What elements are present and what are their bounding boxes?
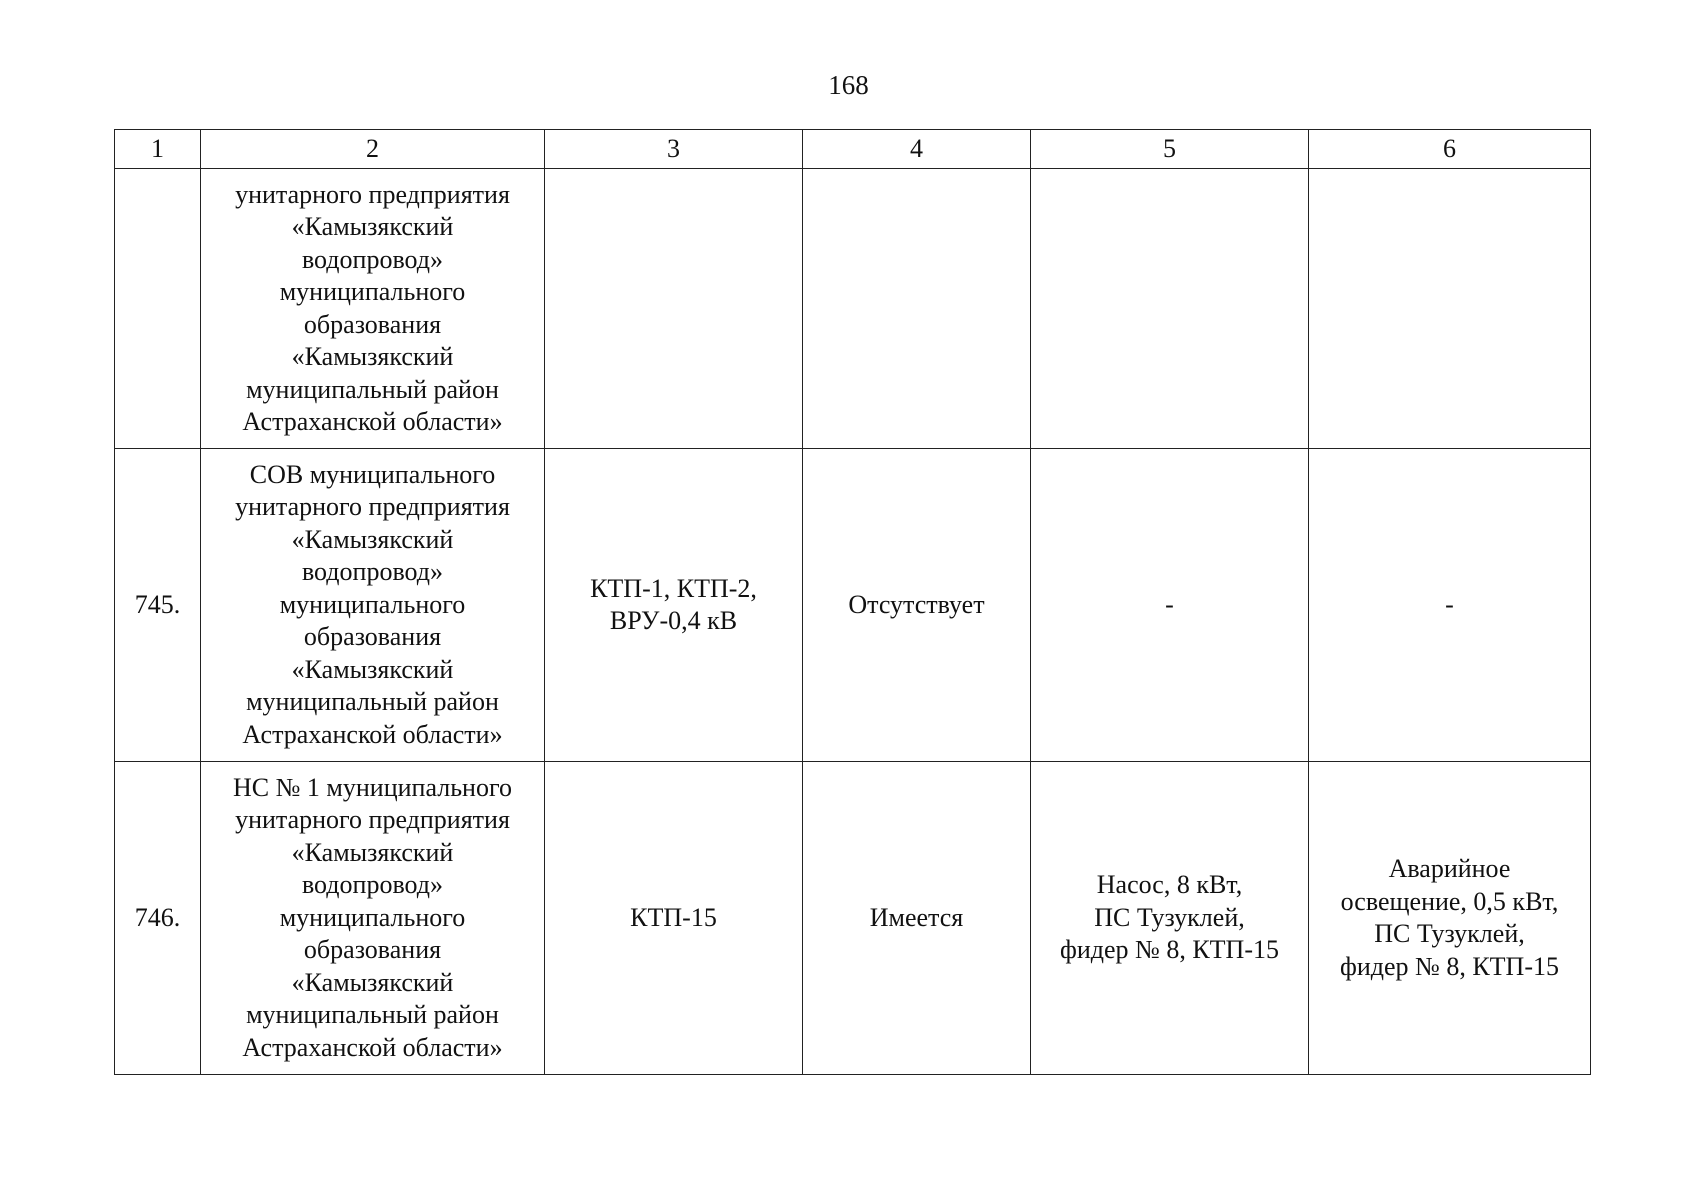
table-row [115, 762, 1591, 1075]
power-source-cell [545, 169, 803, 449]
row-number-cell [115, 169, 201, 449]
facility-name-cell: СОВ муниципального унитарного предприятия «Камызякский водопровод» муниципального образования «Камызякский муниципальный район Астраханской области» [201, 449, 545, 762]
data-table [114, 129, 1591, 1075]
column-header-1: 1 [115, 130, 201, 169]
emergency-load-cell: - [1309, 449, 1591, 762]
power-source-cell: КТП-15 [545, 762, 803, 1075]
emergency-load-cell [1309, 169, 1591, 449]
load-cell [1031, 169, 1309, 449]
facility-name-cell: унитарного предприятия «Камызякский водопровод» муниципального образования «Камызякский муниципальный район Астраханской области» [201, 169, 545, 449]
page-number: 168 [828, 70, 869, 100]
table-header-row [115, 130, 1591, 169]
load-cell: Насос, 8 кВт, ПС Тузуклей, фидер № 8, КТП-15 [1031, 762, 1309, 1075]
column-header-3: 3 [545, 130, 803, 169]
row-number-cell: 746. [115, 762, 201, 1075]
load-cell: - [1031, 449, 1309, 762]
table-row [115, 169, 1591, 449]
row-number-cell: 745. [115, 449, 201, 762]
column-header-4: 4 [803, 130, 1031, 169]
backup-power-cell: Имеется [803, 762, 1031, 1075]
table-row [115, 449, 1591, 762]
column-header-5: 5 [1031, 130, 1309, 169]
backup-power-cell [803, 169, 1031, 449]
emergency-load-cell: Аварийное освещение, 0,5 кВт, ПС Тузуклей, фидер № 8, КТП-15 [1309, 762, 1591, 1075]
power-source-cell: КТП-1, КТП-2, ВРУ-0,4 кВ [545, 449, 803, 762]
backup-power-cell: Отсутствует [803, 449, 1031, 762]
column-header-6: 6 [1309, 130, 1591, 169]
facility-name-cell: НС № 1 муниципального унитарного предприятия «Камызякский водопровод» муниципального образования «Камызякский муниципальный район Астраханской области» [201, 762, 545, 1075]
column-header-2: 2 [201, 130, 545, 169]
